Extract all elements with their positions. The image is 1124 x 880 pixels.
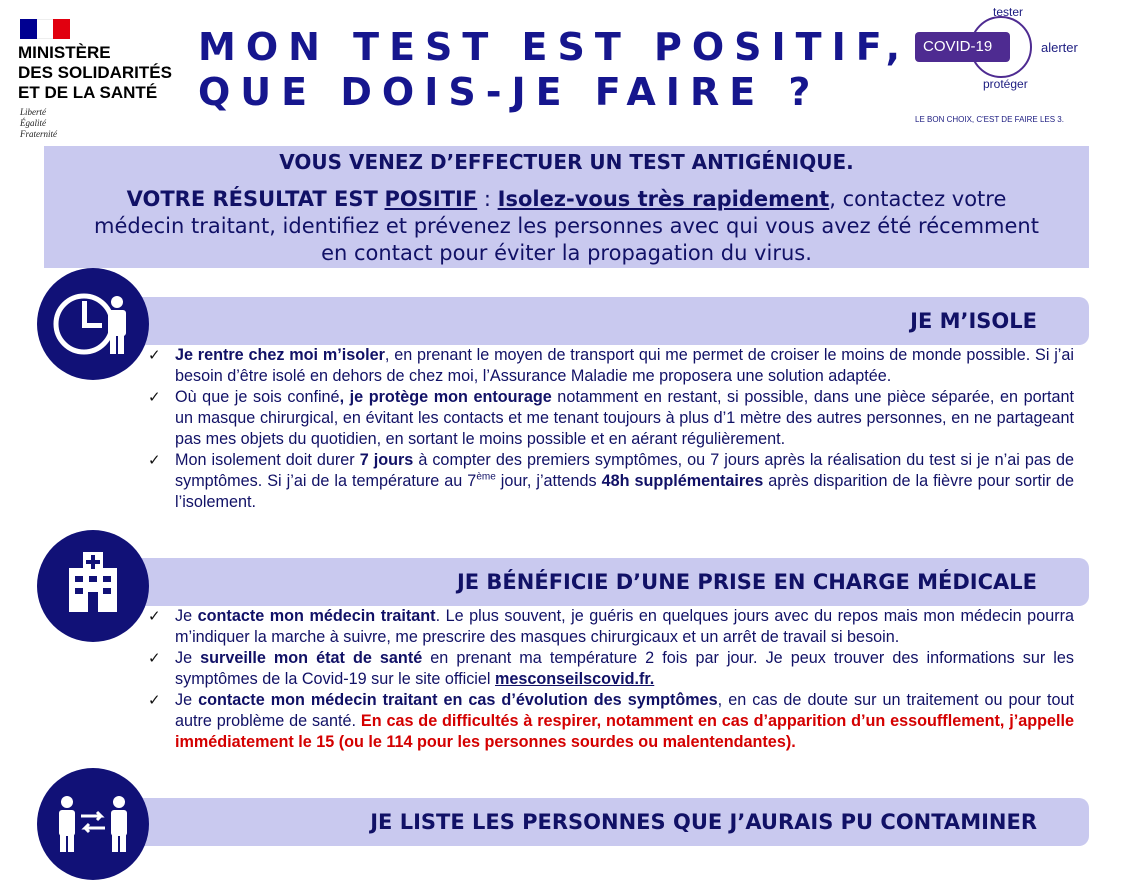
section-bar-isolation [108,297,1089,345]
section-title: JE LISTE LES PERSONNES QUE J’AURAIS PU CONTAMINER [370,810,1037,834]
hospital-icon [37,530,149,642]
badge-slogan: LE BON CHOIX, C'EST DE FAIRE LES 3. [915,115,1064,124]
result-body [84,186,1049,267]
check-icon: ✓ [148,347,161,364]
item-bold: surveille mon état de santé [200,649,423,667]
list-item [148,690,1074,753]
badge-alerter: alerter [1041,40,1078,55]
item-text: à compter des premiers symptômes, ou 7 jours après la réalisation du test si je n’ai pas de symptômes. Si j’ai de la température au 7 [175,451,1074,490]
item-bold: contacte mon médecin traitant [197,607,436,625]
title-line: QUE DOIS-JE FAIRE ? [198,70,821,114]
ministry-line: DES SOLIDARITÉS [18,63,172,82]
list-item [148,387,1074,450]
item-bold: 7 jours [359,451,414,469]
check-icon: ✓ [148,650,161,667]
result-colon: : [477,187,498,211]
section-title: JE BÉNÉFICIE D’UNE PRISE EN CHARGE MÉDICALE [456,570,1037,594]
section-bar-medical [108,558,1089,606]
clock-person-icon [37,268,149,380]
list-item [148,606,1074,648]
ministry-name [18,43,172,103]
badge-proteger: protéger [983,77,1028,91]
list-item [148,648,1074,690]
result-rest: , contactez votre médecin traitant, identifiez et prévenez les personnes avec qui vous avez été récemment en contact pour éviter la propagation du virus. [94,187,1039,265]
motto-line: Liberté [20,107,46,117]
item-text: Je [175,607,198,625]
item-text: Je [175,649,201,667]
item-bold: Je rentre chez moi m’isoler [175,346,385,364]
title-line: MON TEST EST POSITIF, [198,25,911,69]
item-text: en prenant ma température 2 fois par jour. Je peux trouver des informations sur les symptômes de la Covid-19 sur le site officiel [175,649,1074,688]
result-positive: POSITIF [384,187,478,211]
check-icon: ✓ [148,692,161,709]
item-text: après disparition de la fièvre pour sortir de l’isolement. [175,472,1075,511]
motto-line: Fraternité [20,129,57,139]
item-text: notamment en restant, si possible, dans une pièce séparée, en portant un masque chirurgical, en évitant les contacts et me tenant toujours à plus d’1 mètre des autres personnes, en ne partageant pas mes objets du quotidien, en sortant le moins possible et en aérant régulièrement. [175,388,1074,448]
item-text: . Le plus souvent, je guéris en quelques jours avec du repos mais mon médecin pourra m’indiquer la marche à suivre, me prescrire des masques chirurgicaux et un arrêt de travail si besoin. [175,607,1074,646]
item-text: Où que je sois confiné [175,388,340,406]
check-icon: ✓ [148,608,161,625]
item-bold: contacte mon médecin traitant en cas d’évolution des symptômes [198,691,718,709]
contact-exchange-icon [37,768,149,880]
section-list-medical [148,606,1074,753]
list-item [148,345,1074,387]
result-isolate: Isolez-vous très rapidement [497,187,830,211]
item-bold: 48h supplémentaires [601,472,764,490]
check-icon: ✓ [148,389,161,406]
badge-tester: tester [993,5,1024,19]
item-sup: ème [476,471,496,483]
item-text: jour, j’attends [495,472,602,490]
item-bold: , je protège mon entourage [339,388,552,406]
item-text: Mon isolement doit durer [175,451,360,469]
section-title: JE M’ISOLE [910,309,1037,333]
item-text: , en prenant le moyen de transport qui me permet de croiser le moins de monde possible. Si j’ai besoin d’être isolé en dehors de chez moi, l’Assurance Maladie me proposera une solution adaptée. [175,346,1075,385]
item-text: , en cas de doute sur un traitement ou pour tout autre problème de santé. [175,691,1074,730]
republic-motto [20,107,57,140]
section-list-isolation [148,345,1074,513]
result-heading: VOUS VENEZ D’EFFECTUER UN TEST ANTIGÉNIQUE. [279,150,854,174]
section-bar-contacts [108,798,1089,846]
emergency-text: En cas de difficultés à respirer, notamment en cas d’apparition d’un essoufflement, j’appelle immédiatement le 15 (ou le 114 pour les personnes sourdes ou malentendantes). [175,712,1074,751]
check-icon: ✓ [148,452,161,469]
motto-line: Égalité [20,118,46,128]
page-title [198,25,910,115]
republic-flag-logo [20,19,70,39]
list-item [148,450,1074,513]
result-lead: VOTRE RÉSULTAT EST [126,187,378,211]
website-link[interactable]: mesconseilscovid.fr. [495,670,655,688]
item-text: Je [175,691,199,709]
ministry-line: MINISTÈRE [18,43,111,62]
covid-badge-label: COVID-19 [915,32,1010,62]
ministry-line: ET DE LA SANTÉ [18,83,158,102]
